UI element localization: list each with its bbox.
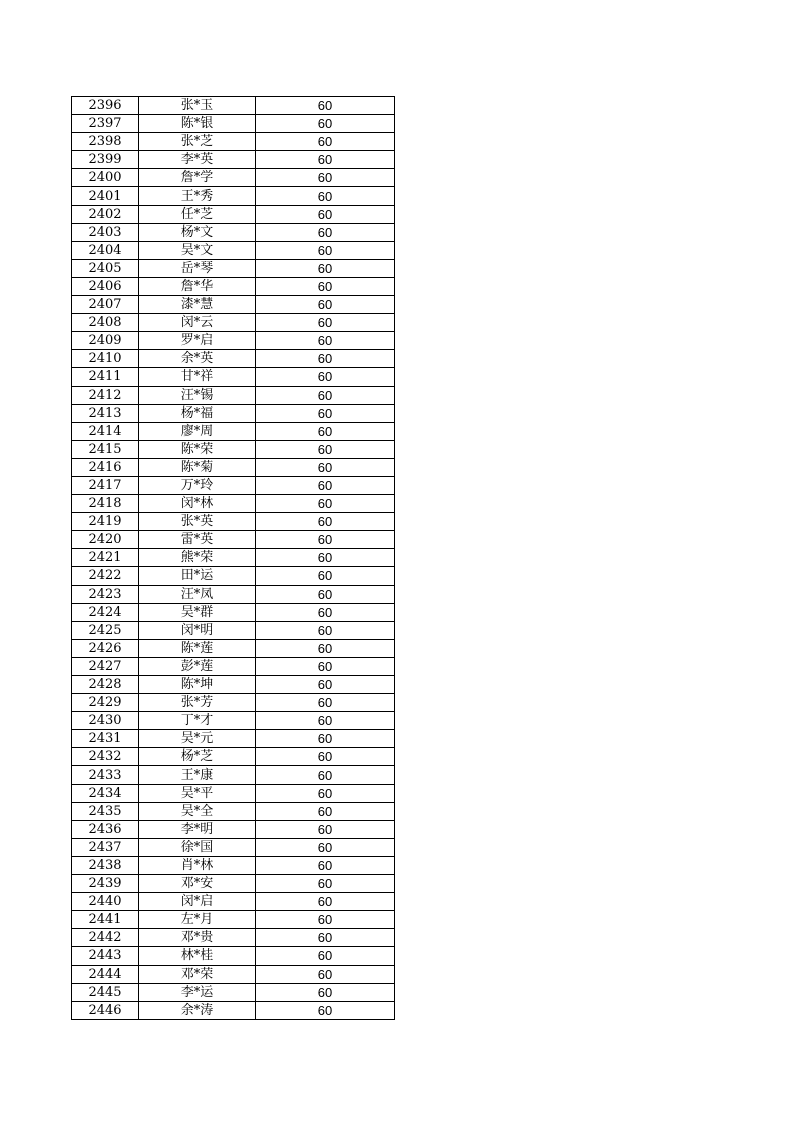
amount-cell: 60 xyxy=(256,458,395,476)
table-body xyxy=(72,97,395,1020)
amount-cell: 60 xyxy=(256,187,395,205)
row-number-cell: 2437 xyxy=(72,838,139,856)
amount-cell: 60 xyxy=(256,277,395,295)
row-number-cell: 2402 xyxy=(72,205,139,223)
name-cell: 田*运 xyxy=(139,567,256,585)
row-number-cell: 2444 xyxy=(72,965,139,983)
row-number-cell: 2399 xyxy=(72,151,139,169)
amount-cell: 60 xyxy=(256,983,395,1001)
amount-cell: 60 xyxy=(256,350,395,368)
row-number-cell: 2420 xyxy=(72,531,139,549)
row-number-cell: 2398 xyxy=(72,133,139,151)
row-number-cell: 2419 xyxy=(72,513,139,531)
row-number-cell: 2404 xyxy=(72,241,139,259)
amount-cell: 60 xyxy=(256,223,395,241)
amount-cell: 60 xyxy=(256,802,395,820)
amount-cell: 60 xyxy=(256,965,395,983)
amount-cell: 60 xyxy=(256,440,395,458)
row-number-cell: 2425 xyxy=(72,621,139,639)
table-row xyxy=(72,422,395,440)
table-row xyxy=(72,856,395,874)
table-row xyxy=(72,440,395,458)
table-row xyxy=(72,476,395,494)
row-number-cell: 2443 xyxy=(72,947,139,965)
row-number-cell: 2415 xyxy=(72,440,139,458)
name-cell: 陈*银 xyxy=(139,115,256,133)
row-number-cell: 2439 xyxy=(72,875,139,893)
table-row xyxy=(72,929,395,947)
amount-cell: 60 xyxy=(256,368,395,386)
name-cell: 吴*文 xyxy=(139,241,256,259)
table-row xyxy=(72,1001,395,1019)
table-row xyxy=(72,296,395,314)
row-number-cell: 2403 xyxy=(72,223,139,241)
amount-cell: 60 xyxy=(256,603,395,621)
table-row xyxy=(72,386,395,404)
table-row xyxy=(72,657,395,675)
row-number-cell: 2396 xyxy=(72,97,139,115)
name-cell: 林*桂 xyxy=(139,947,256,965)
amount-cell: 60 xyxy=(256,893,395,911)
table-row xyxy=(72,802,395,820)
amount-cell: 60 xyxy=(256,694,395,712)
name-cell: 闵*林 xyxy=(139,495,256,513)
table-row xyxy=(72,223,395,241)
name-cell: 闵*启 xyxy=(139,893,256,911)
table-row xyxy=(72,458,395,476)
table-row xyxy=(72,513,395,531)
row-number-cell: 2410 xyxy=(72,350,139,368)
amount-cell: 60 xyxy=(256,404,395,422)
row-number-cell: 2432 xyxy=(72,748,139,766)
table-row xyxy=(72,531,395,549)
table-row xyxy=(72,314,395,332)
name-cell: 丁*才 xyxy=(139,712,256,730)
row-number-cell: 2445 xyxy=(72,983,139,1001)
table-row xyxy=(72,495,395,513)
amount-cell: 60 xyxy=(256,97,395,115)
table-row xyxy=(72,639,395,657)
amount-cell: 60 xyxy=(256,1001,395,1019)
row-number-cell: 2436 xyxy=(72,820,139,838)
row-number-cell: 2414 xyxy=(72,422,139,440)
row-number-cell: 2441 xyxy=(72,911,139,929)
name-cell: 詹*华 xyxy=(139,277,256,295)
amount-cell: 60 xyxy=(256,712,395,730)
amount-cell: 60 xyxy=(256,730,395,748)
name-cell: 陈*荣 xyxy=(139,440,256,458)
row-number-cell: 2422 xyxy=(72,567,139,585)
amount-cell: 60 xyxy=(256,856,395,874)
row-number-cell: 2424 xyxy=(72,603,139,621)
name-cell: 张*玉 xyxy=(139,97,256,115)
amount-cell: 60 xyxy=(256,621,395,639)
table-row xyxy=(72,549,395,567)
name-cell: 王*秀 xyxy=(139,187,256,205)
table-row xyxy=(72,567,395,585)
amount-cell: 60 xyxy=(256,748,395,766)
amount-cell: 60 xyxy=(256,422,395,440)
name-cell: 陈*莲 xyxy=(139,639,256,657)
table-row xyxy=(72,350,395,368)
table-row xyxy=(72,730,395,748)
table-row xyxy=(72,676,395,694)
data-table xyxy=(71,96,395,1020)
amount-cell: 60 xyxy=(256,911,395,929)
table-row xyxy=(72,205,395,223)
name-cell: 杨*福 xyxy=(139,404,256,422)
table-row xyxy=(72,332,395,350)
name-cell: 张*芳 xyxy=(139,694,256,712)
name-cell: 廖*周 xyxy=(139,422,256,440)
amount-cell: 60 xyxy=(256,314,395,332)
name-cell: 吴*群 xyxy=(139,603,256,621)
row-number-cell: 2406 xyxy=(72,277,139,295)
name-cell: 邓*安 xyxy=(139,875,256,893)
table-row xyxy=(72,97,395,115)
name-cell: 汪*锡 xyxy=(139,386,256,404)
row-number-cell: 2438 xyxy=(72,856,139,874)
row-number-cell: 2435 xyxy=(72,802,139,820)
row-number-cell: 2408 xyxy=(72,314,139,332)
table-row xyxy=(72,241,395,259)
name-cell: 邓*贵 xyxy=(139,929,256,947)
name-cell: 彭*莲 xyxy=(139,657,256,675)
table-row xyxy=(72,603,395,621)
amount-cell: 60 xyxy=(256,766,395,784)
amount-cell: 60 xyxy=(256,169,395,187)
name-cell: 万*玲 xyxy=(139,476,256,494)
table-row xyxy=(72,187,395,205)
amount-cell: 60 xyxy=(256,784,395,802)
row-number-cell: 2409 xyxy=(72,332,139,350)
name-cell: 余*涛 xyxy=(139,1001,256,1019)
row-number-cell: 2411 xyxy=(72,368,139,386)
table-row xyxy=(72,585,395,603)
row-number-cell: 2397 xyxy=(72,115,139,133)
table-row xyxy=(72,259,395,277)
amount-cell: 60 xyxy=(256,332,395,350)
name-cell: 杨*文 xyxy=(139,223,256,241)
name-cell: 任*芝 xyxy=(139,205,256,223)
row-number-cell: 2418 xyxy=(72,495,139,513)
amount-cell: 60 xyxy=(256,531,395,549)
table-row xyxy=(72,766,395,784)
table-row xyxy=(72,893,395,911)
name-cell: 邓*荣 xyxy=(139,965,256,983)
row-number-cell: 2442 xyxy=(72,929,139,947)
row-number-cell: 2423 xyxy=(72,585,139,603)
amount-cell: 60 xyxy=(256,639,395,657)
row-number-cell: 2429 xyxy=(72,694,139,712)
amount-cell: 60 xyxy=(256,133,395,151)
row-number-cell: 2421 xyxy=(72,549,139,567)
name-cell: 李*明 xyxy=(139,820,256,838)
row-number-cell: 2417 xyxy=(72,476,139,494)
row-number-cell: 2430 xyxy=(72,712,139,730)
row-number-cell: 2426 xyxy=(72,639,139,657)
table-row xyxy=(72,983,395,1001)
row-number-cell: 2446 xyxy=(72,1001,139,1019)
name-cell: 吴*平 xyxy=(139,784,256,802)
row-number-cell: 2431 xyxy=(72,730,139,748)
name-cell: 王*康 xyxy=(139,766,256,784)
table-row xyxy=(72,621,395,639)
name-cell: 左*月 xyxy=(139,911,256,929)
name-cell: 罗*启 xyxy=(139,332,256,350)
row-number-cell: 2401 xyxy=(72,187,139,205)
row-number-cell: 2416 xyxy=(72,458,139,476)
row-number-cell: 2413 xyxy=(72,404,139,422)
name-cell: 岳*琴 xyxy=(139,259,256,277)
amount-cell: 60 xyxy=(256,657,395,675)
row-number-cell: 2427 xyxy=(72,657,139,675)
amount-cell: 60 xyxy=(256,205,395,223)
name-cell: 汪*凤 xyxy=(139,585,256,603)
amount-cell: 60 xyxy=(256,259,395,277)
table-row xyxy=(72,712,395,730)
table-row xyxy=(72,151,395,169)
table-row xyxy=(72,115,395,133)
name-cell: 雷*英 xyxy=(139,531,256,549)
name-cell: 徐*国 xyxy=(139,838,256,856)
amount-cell: 60 xyxy=(256,241,395,259)
row-number-cell: 2434 xyxy=(72,784,139,802)
table-row xyxy=(72,820,395,838)
amount-cell: 60 xyxy=(256,386,395,404)
amount-cell: 60 xyxy=(256,296,395,314)
name-cell: 吴*元 xyxy=(139,730,256,748)
table-row xyxy=(72,169,395,187)
table-row xyxy=(72,784,395,802)
amount-cell: 60 xyxy=(256,875,395,893)
name-cell: 闵*明 xyxy=(139,621,256,639)
amount-cell: 60 xyxy=(256,151,395,169)
table-row xyxy=(72,748,395,766)
amount-cell: 60 xyxy=(256,820,395,838)
name-cell: 李*英 xyxy=(139,151,256,169)
name-cell: 熊*荣 xyxy=(139,549,256,567)
name-cell: 余*英 xyxy=(139,350,256,368)
table-row xyxy=(72,368,395,386)
name-cell: 陈*菊 xyxy=(139,458,256,476)
amount-cell: 60 xyxy=(256,585,395,603)
name-cell: 肖*林 xyxy=(139,856,256,874)
amount-cell: 60 xyxy=(256,567,395,585)
row-number-cell: 2433 xyxy=(72,766,139,784)
amount-cell: 60 xyxy=(256,115,395,133)
amount-cell: 60 xyxy=(256,495,395,513)
name-cell: 李*运 xyxy=(139,983,256,1001)
row-number-cell: 2405 xyxy=(72,259,139,277)
row-number-cell: 2412 xyxy=(72,386,139,404)
table-row xyxy=(72,277,395,295)
name-cell: 漆*慧 xyxy=(139,296,256,314)
table-row xyxy=(72,133,395,151)
table-row xyxy=(72,965,395,983)
name-cell: 闵*云 xyxy=(139,314,256,332)
name-cell: 甘*祥 xyxy=(139,368,256,386)
table-row xyxy=(72,911,395,929)
row-number-cell: 2428 xyxy=(72,676,139,694)
amount-cell: 60 xyxy=(256,549,395,567)
table-row xyxy=(72,875,395,893)
table-row xyxy=(72,404,395,422)
name-cell: 张*英 xyxy=(139,513,256,531)
amount-cell: 60 xyxy=(256,947,395,965)
table-row xyxy=(72,694,395,712)
amount-cell: 60 xyxy=(256,838,395,856)
name-cell: 吴*全 xyxy=(139,802,256,820)
table-row xyxy=(72,947,395,965)
row-number-cell: 2407 xyxy=(72,296,139,314)
amount-cell: 60 xyxy=(256,476,395,494)
amount-cell: 60 xyxy=(256,513,395,531)
row-number-cell: 2400 xyxy=(72,169,139,187)
name-cell: 詹*学 xyxy=(139,169,256,187)
row-number-cell: 2440 xyxy=(72,893,139,911)
name-cell: 杨*芝 xyxy=(139,748,256,766)
name-cell: 张*芝 xyxy=(139,133,256,151)
amount-cell: 60 xyxy=(256,676,395,694)
name-cell: 陈*坤 xyxy=(139,676,256,694)
amount-cell: 60 xyxy=(256,929,395,947)
table-row xyxy=(72,838,395,856)
